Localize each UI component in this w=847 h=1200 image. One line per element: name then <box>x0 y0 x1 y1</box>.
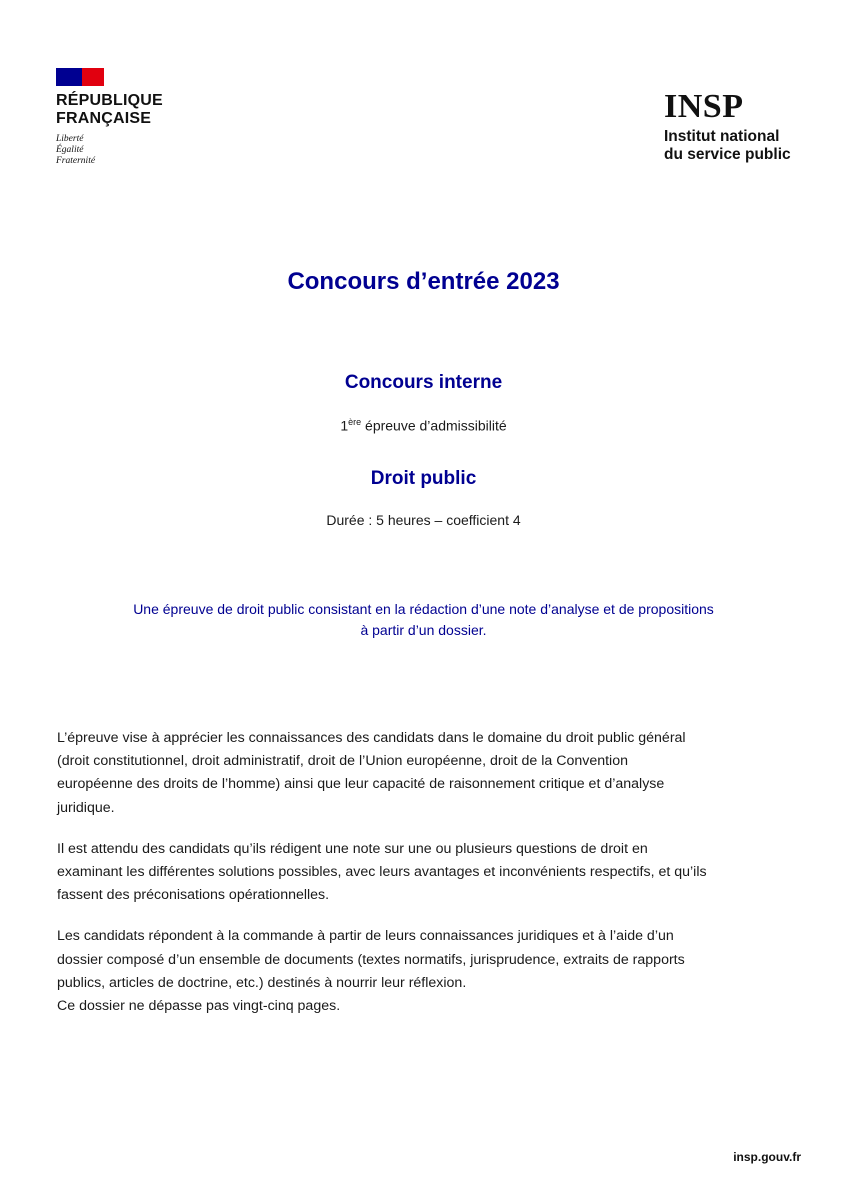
page-title: Concours d’entrée 2023 <box>287 268 560 295</box>
insp-logo <box>664 90 791 164</box>
insp-full-name: Institut national du service public <box>664 128 791 163</box>
insp-acronym: INSP <box>664 88 744 125</box>
paragraph-3: Les candidats répondent à la commande à partir de leurs connaissances juridiques et à l’aide d’un dossier composé d’un ensemble de documents (textes normatifs, jurisprudence, extraits de rapports publics, articles de doctrine, etc.) destinés à nourrir leur réflexion. Ce dossier ne dépasse pas vingt-cinq pages. <box>57 928 685 1015</box>
paragraph-2: Il est attendu des candidats qu’ils rédigent une note sur une ou plusieurs questions de droit en examinant les différentes solutions possibles, avec leurs avantages et inconvénients respectifs, et qu’ils fassent des préconisations opérationnelles. <box>57 840 707 904</box>
exam-description: Une épreuve de droit public consistant en la rédaction d’une note d’analyse et de propositions à partir d’un dossier. <box>133 601 714 638</box>
epreuve-label: 1ère épreuve d’admissibilité <box>340 417 507 434</box>
republique-francaise-logo <box>56 68 163 167</box>
footer-url: insp.gouv.fr <box>733 1150 801 1164</box>
duration-text: Durée : 5 heures – coefficient 4 <box>326 512 521 528</box>
rf-name: RÉPUBLIQUE FRANÇAISE <box>56 92 163 127</box>
rf-motto: Liberté Égalité Fraternité <box>56 134 96 166</box>
concours-type: Concours interne <box>344 372 503 393</box>
french-flag-icon <box>56 68 104 86</box>
subject-title: Droit public <box>370 468 477 489</box>
body-text <box>57 727 797 1018</box>
paragraph-1: L’épreuve vise à apprécier les connaissances des candidats dans le domaine du droit public général (droit constitutionnel, droit administratif, droit de l’Union européenne, droit de la Convention européenne des droits de l’homme) ainsi que leur capacité de raisonnement critique et d’analyse juridique. <box>57 730 686 816</box>
